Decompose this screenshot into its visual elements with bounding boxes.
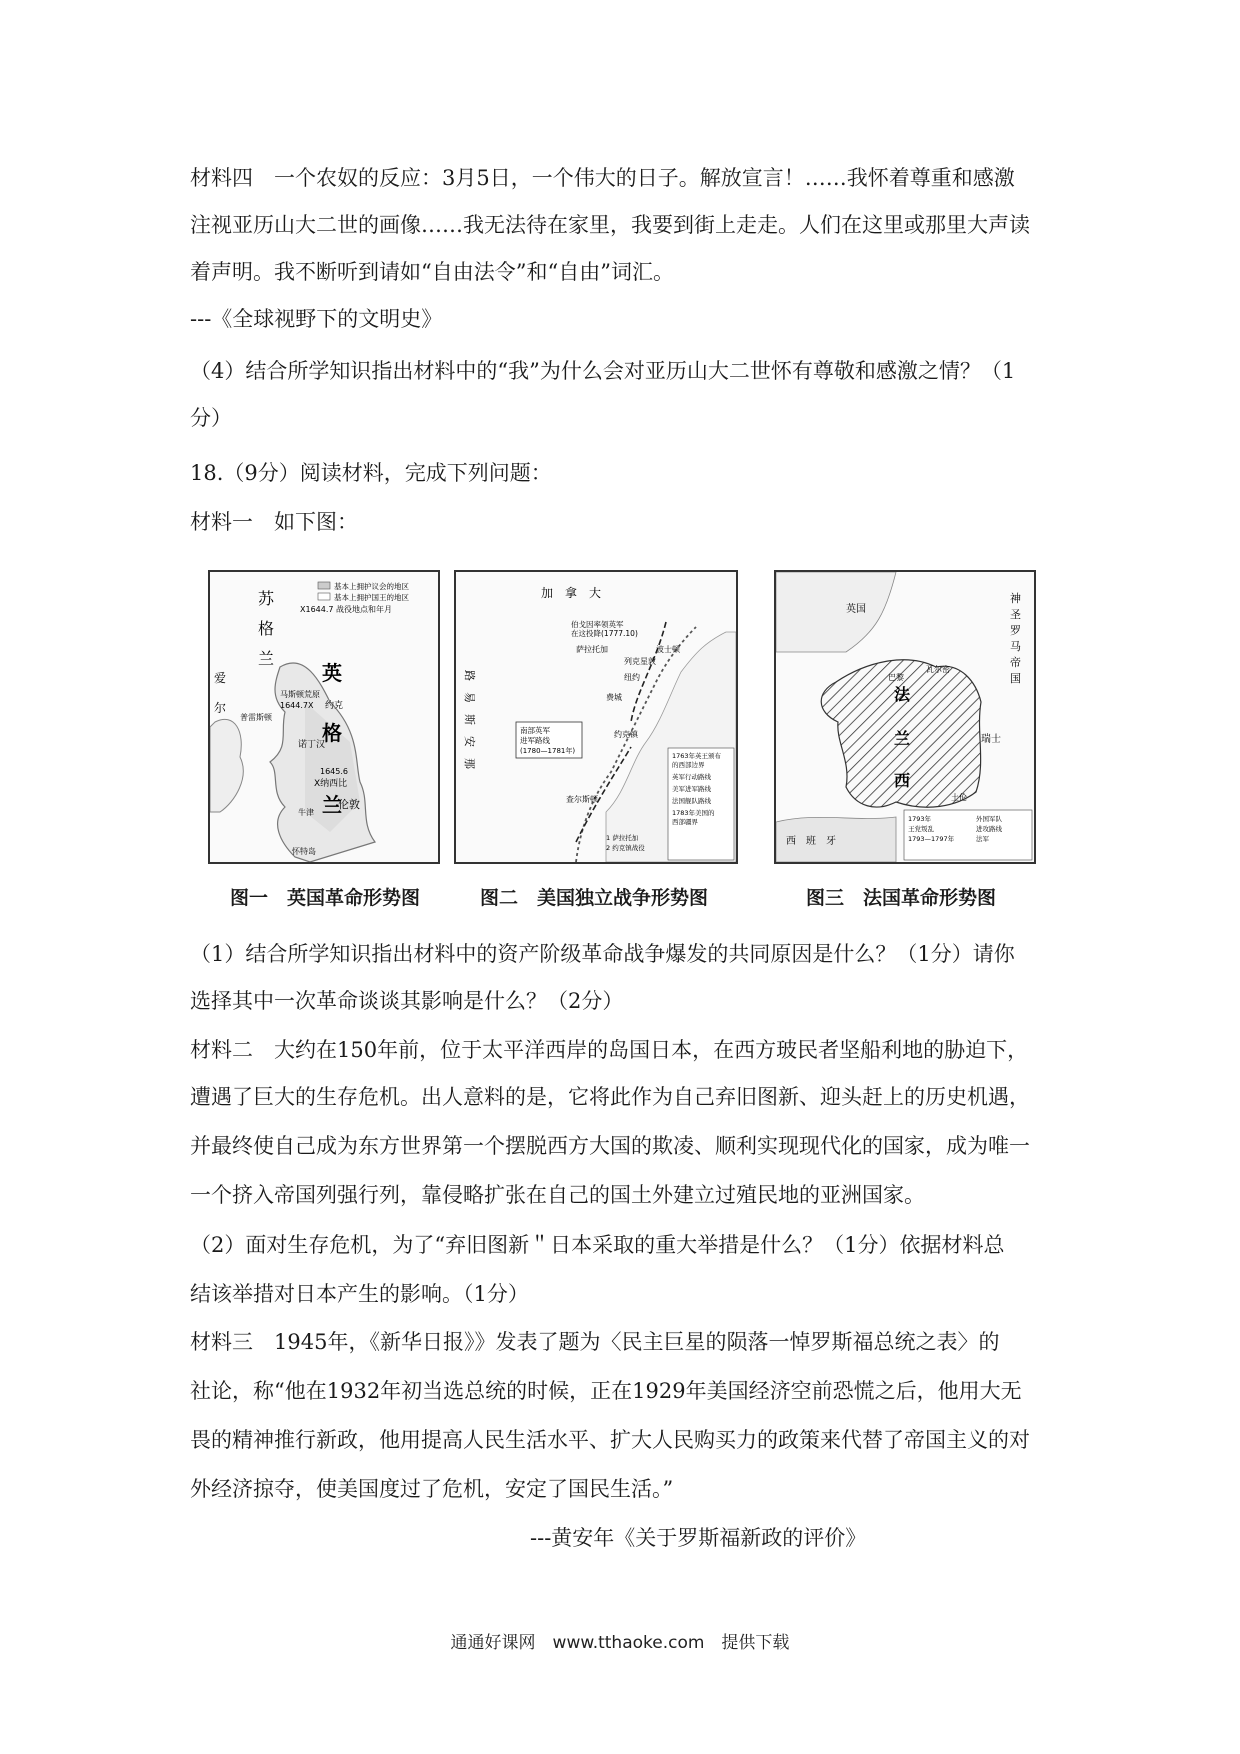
label-saratoga: 萨拉托加	[576, 645, 608, 654]
label-preston: 普雷斯顿	[240, 713, 272, 722]
ireland-landmass	[210, 719, 243, 812]
map-french-revolution	[774, 570, 1036, 864]
caption-figure-2: 图二 美国独立战争形势图	[480, 887, 709, 909]
legend-3-1: 1793年	[908, 815, 932, 823]
question-4-line-2: 分）	[190, 406, 232, 430]
label-hre-1: 神	[1010, 592, 1021, 605]
label-lan-fr: 兰	[894, 729, 911, 748]
legend-2-5: 法国舰队路线	[672, 797, 711, 805]
map-french-revolution-svg	[776, 572, 1034, 862]
caption-figure-3: 图三 法国革命形势图	[806, 887, 997, 909]
label-marston: 马斯顿荒原	[280, 690, 320, 699]
label-hre-5: 帝	[1010, 656, 1021, 669]
label-ai: 爱	[214, 671, 227, 685]
legend-3-6: 法军	[976, 835, 989, 843]
question-4-line-1: （4）结合所学知识指出材料中的“我”为什么会对亚历山大二世怀有尊敬和感激之情？（1	[190, 359, 1016, 383]
label-newyork: 纽约	[624, 673, 640, 682]
label-ge: 格	[258, 619, 275, 638]
label-er: 尔	[214, 701, 227, 715]
label-ge2: 格	[322, 721, 342, 745]
map-american-independence	[454, 570, 738, 864]
legend-3-2: 王党叛乱	[908, 825, 934, 833]
legend-3-5: 进攻路线	[976, 825, 1002, 833]
label-philadelphia: 费城	[606, 693, 622, 702]
label-canada: 加 拿 大	[541, 586, 602, 600]
map-english-revolution-svg	[210, 572, 438, 862]
legend-2-6: 1783年美国的	[672, 809, 715, 817]
material-3-line-4: 外经济掠夺，使美国度过了危机，安定了国民生活。”	[190, 1477, 674, 1501]
label-south-note-3: (1780—1781年)	[520, 747, 576, 755]
label-hre-4: 马	[1010, 640, 1021, 653]
label-saratoga-note: 伯戈因率领英军	[571, 620, 624, 629]
label-swiss: 瑞士	[981, 734, 1001, 745]
label-saratoga-note-2: 在这投降(1777.10)	[571, 629, 638, 638]
map-english-revolution	[208, 570, 440, 864]
label-london: 伦敦	[338, 798, 360, 811]
label-york: 约克	[325, 701, 344, 711]
legend-3-4: 外国军队	[976, 815, 1002, 823]
label-yorktown: 约克镇	[614, 730, 638, 739]
britain-area	[776, 572, 896, 652]
legend-2-1: 1763年英王颁布	[672, 752, 722, 760]
legend-king: 基本上拥护国王的地区	[334, 593, 409, 602]
label-hre-2: 圣	[1010, 608, 1021, 621]
label-lan: 兰	[258, 649, 275, 668]
legend-3-3: 1793—1797年	[908, 835, 955, 843]
legend-battle: X1644.7 战役地点和年月	[300, 605, 393, 614]
material-3-line-3: 畏的精神推行新政，他用提高人民生活水平、扩大人民购买力的政策来代替了帝国主义的对	[190, 1428, 1030, 1452]
label-south-note-2: 进军路线	[520, 736, 550, 745]
map-american-independence-svg	[456, 572, 736, 862]
label-boston: 波士顿	[656, 645, 680, 654]
question-1-line-1: （1）结合所学知识指出材料中的资产阶级革命战争爆发的共同原因是什么？（1分）请你	[190, 942, 1015, 966]
label-wight: 怀特岛	[292, 847, 316, 856]
label-su: 苏	[258, 589, 275, 608]
label-lan2: 兰	[322, 793, 342, 817]
material-2-line-4: 一个挤入帝国列强行列，靠侵略扩张在自己的国土外建立过殖民地的亚洲国家。	[190, 1183, 925, 1207]
material-2-line-3: 并最终使自己成为东方世界第一个摆脱西方大国的欺凌、顺利实现现代化的国家，成为唯一	[190, 1134, 1030, 1158]
legend-2-2: 的西部边界	[672, 761, 705, 769]
label-hre-3: 罗	[1010, 624, 1021, 637]
material-1-heading: 材料一 如下图：	[190, 510, 358, 534]
material-3-line-2: 社论，称“他在1932年初当选总统的时候，正在1929年美国经济空前恐慌之后，他用大无	[190, 1379, 1022, 1403]
label-louisiana: 路 易 斯 安 那	[463, 670, 476, 769]
question-1-line-2: 选择其中一次革命谈谈其影响是什么？（2分）	[190, 989, 624, 1013]
caption-figure-1: 图一 英国革命形势图	[230, 887, 421, 909]
label-fa: 法	[894, 685, 911, 704]
legend-2-7: 西部疆界	[672, 818, 698, 826]
material-3-source: ---黄安年《关于罗斯福新政的评价》	[530, 1526, 867, 1550]
legend-parliament: 基本上拥护议会的地区	[334, 582, 409, 591]
label-paris: 巴黎	[888, 673, 904, 682]
label-toulon: 土伦	[951, 793, 967, 802]
label-nottingham: 诺丁汉	[298, 740, 326, 750]
question-2-line-2: 结该举措对日本产生的影响。（1分）	[190, 1282, 529, 1306]
label-valmy: 瓦尔密	[926, 665, 950, 674]
material-2-line-2: 遭遇了巨大的生存危机。出人意料的是，它将此作为自己弃旧图新、迎头赶上的历史机遇，	[190, 1085, 1030, 1109]
material-3-line-1: 材料三 1945年，《新华日报》》发表了题为〈民主巨星的陨落一悼罗斯福总统之表〉的	[190, 1330, 1000, 1354]
legend-2-8: 1 萨拉托加	[606, 834, 639, 842]
label-naseby: X纳西比	[314, 779, 348, 789]
question-2-line-1: （2）面对生存危机，为了“弃旧图新＂日本采取的重大举措是什么？（1分）依据材料总	[190, 1233, 1005, 1257]
legend-2-3: 英军行动路线	[672, 773, 711, 781]
label-britain: 英国	[846, 604, 866, 615]
question-18-heading: 18.（9分）阅读材料，完成下列问题：	[190, 461, 552, 485]
label-naseby-year: 1645.6	[320, 767, 348, 776]
label-lexington: 列克星敦	[624, 657, 656, 666]
material-4-line-1: 材料四 一个农奴的反应：3月5日，一个伟大的日子。解放宣言！……我怀着尊重和感激	[190, 166, 1015, 190]
label-hre-6: 国	[1010, 672, 1021, 685]
label-xi: 西	[894, 771, 911, 790]
label-oxford: 牛津	[298, 808, 314, 817]
label-charleston: 查尔斯顿	[566, 795, 598, 804]
legend-swatch-parliament	[318, 582, 330, 589]
label-ying: 英	[322, 661, 342, 685]
legend-swatch-king	[318, 593, 330, 600]
material-4-source: ---《全球视野下的文明史》	[190, 307, 443, 331]
material-4-line-2: 注视亚历山大二世的画像……我无法待在家里，我要到街上走走。人们在这里或那里大声读	[190, 213, 1030, 237]
legend-2-9: 2 约克镇战役	[606, 844, 645, 852]
material-4-line-3: 着声明。我不断听到请如“自由法令”和“自由”词汇。	[190, 260, 674, 284]
page-footer: 通通好课网 www.tthaoke.com 提供下载	[450, 1633, 790, 1653]
label-spain: 西 班 牙	[786, 836, 836, 847]
label-marston-year: 1644.7X	[280, 701, 314, 710]
material-2-line-1: 材料二 大约在150年前，位于太平洋西岸的岛国日本，在西方玻民者坚船利地的胁迫下，	[190, 1038, 1029, 1062]
legend-2-4: 美军进军路线	[672, 785, 711, 793]
label-south-note: 南部英军	[520, 726, 550, 735]
